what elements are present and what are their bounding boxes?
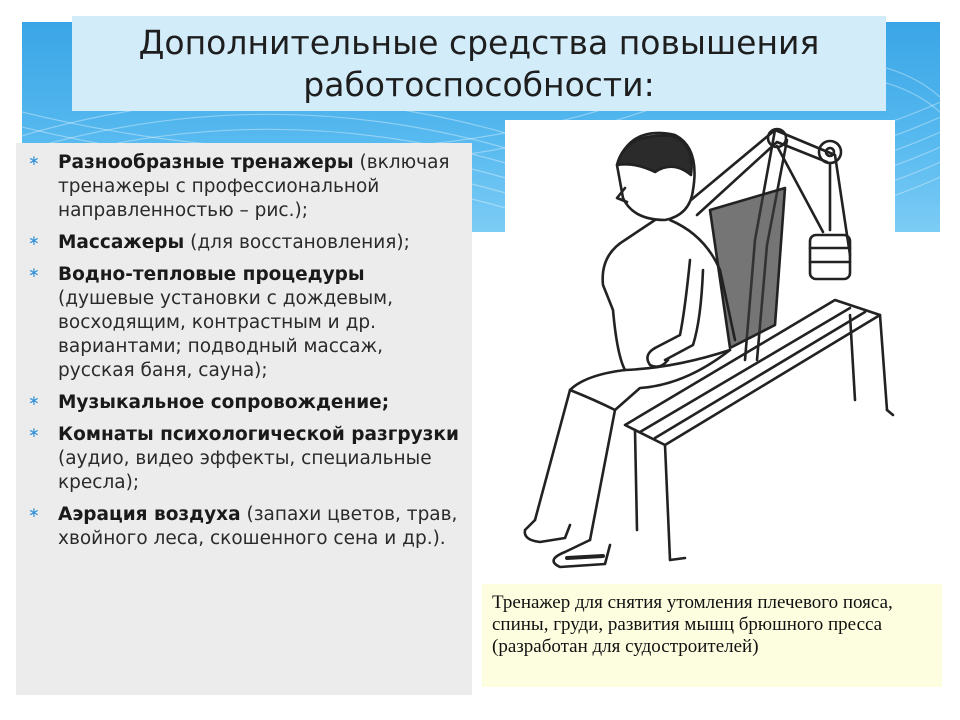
list-item-aeration (16, 503, 472, 551)
bullet-icon: ∗ (28, 505, 40, 521)
item-detail: (включая тренажеры с профессиональной направленностью – рис.); (58, 152, 450, 221)
bullet-icon: ∗ (28, 265, 40, 281)
list-item-massagers (16, 231, 472, 255)
item-title: Комнаты психологической разгрузки (58, 424, 459, 445)
item-detail: (душевые установки с дождевым, восходящим, контрастным и др. вариантами; подводный массаж, русская баня, сауна); (58, 288, 394, 381)
item-detail: (запахи цветов, трав, хвойного леса, скошенного сена и др.). (58, 504, 458, 549)
item-title: Водно-тепловые процедуры (58, 264, 365, 285)
slide-title-line-1: Дополнительные средства повышения (138, 22, 820, 62)
item-title: Музыкальное сопровождение; (58, 392, 390, 413)
bullet-panel (16, 143, 472, 695)
item-title: Аэрация воздуха (58, 504, 241, 525)
item-detail: (аудио, видео эффекты, специальные кресла); (58, 448, 432, 493)
slide-title-line-2: работоспособности: (303, 64, 655, 104)
list-item-trainers (16, 151, 472, 223)
bullet-icon: ∗ (28, 425, 40, 441)
item-title: Массажеры (58, 232, 185, 253)
figure-caption: Тренажер для снятия утомления плечевого пояса, спины, груди, развития мышц брюшного пресса (разработан для судостроителей) (492, 592, 893, 657)
item-detail: (для восстановления); (184, 232, 410, 253)
list-item-music (16, 391, 472, 415)
bullet-icon: ∗ (28, 153, 40, 169)
title-box (72, 16, 886, 111)
seated-man-on-trainer-drawing (505, 120, 895, 582)
figure-caption-box (482, 584, 942, 687)
bullet-icon: ∗ (28, 233, 40, 249)
exercise-machine-illustration (505, 120, 895, 582)
bullet-list (16, 151, 472, 559)
list-item-water-procedures (16, 263, 472, 383)
bullet-icon: ∗ (28, 393, 40, 409)
item-title: Разнообразные тренажеры (58, 152, 354, 173)
list-item-relaxation-rooms (16, 423, 472, 495)
